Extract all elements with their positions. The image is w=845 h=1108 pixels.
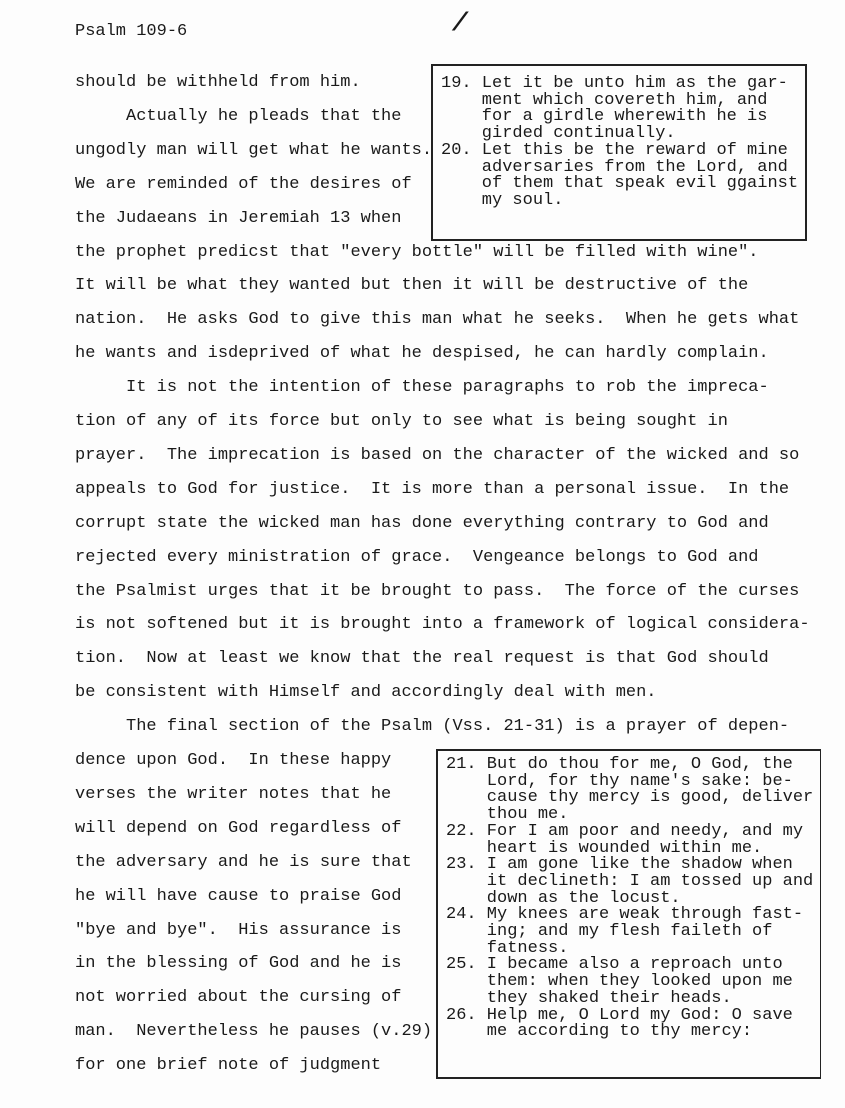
body-line: corrupt state the wicked man has done everything contrary to God and	[75, 513, 769, 533]
body-line: appeals to God for justice. It is more than a personal issue. In the	[75, 479, 790, 499]
body-line: It is not the intention of these paragraphs to rob the impreca-	[75, 378, 769, 398]
body-line: rejected every ministration of grace. Vengeance belongs to God and	[75, 547, 759, 567]
verse-line: for a girdle wherewith he is	[441, 107, 768, 127]
scripture-box-verses-19-20	[431, 64, 807, 241]
verse-line: 20. Let this be the reward of mine	[441, 140, 788, 160]
verse-line: they shaked their heads.	[446, 988, 732, 1008]
body-line: he wants and isdeprived of what he despised, he can hardly complain.	[75, 344, 769, 364]
verse-line: 26. Help me, O Lord my God: O save	[446, 1005, 793, 1025]
verse-line: 24. My knees are weak through fast-	[446, 905, 804, 925]
handwritten-mark: /	[452, 8, 468, 38]
body-line: be consistent with Himself and accordingly deal with men.	[75, 683, 657, 703]
body-line: the adversary and he is sure that	[75, 852, 412, 872]
verse-line: 25. I became also a reproach unto	[446, 955, 783, 975]
verse-line: of them that speak evil ggainst	[441, 174, 799, 194]
body-line: It will be what they wanted but then it will be destructive of the	[75, 276, 749, 296]
body-line: the Judaeans in Jeremiah 13 when	[75, 208, 402, 228]
verse-line: 23. I am gone like the shadow when	[446, 855, 793, 875]
body-line: ungodly man will get what he wants.	[75, 140, 433, 160]
scripture-box-verses-21-26	[436, 749, 821, 1079]
page-header: Psalm 109-6	[75, 22, 188, 41]
body-line: man. Nevertheless he pauses (v.29)	[75, 1022, 433, 1042]
body-line: in the blessing of God and he is	[75, 954, 402, 974]
body-line: Actually he pleads that the	[75, 106, 402, 126]
verse-line: girded continually.	[441, 124, 676, 144]
body-line: "bye and bye". His assurance is	[75, 920, 402, 940]
verse-line: ment which covereth him, and	[441, 90, 768, 110]
body-line: is not softened but it is brought into a framework of logical considera-	[75, 615, 810, 635]
verse-line: ing; and my flesh faileth of	[446, 922, 773, 941]
verse-line: down as the locust.	[446, 888, 681, 908]
verse-line: 22. For I am poor and needy, and my	[446, 821, 804, 841]
verse-line: cause thy mercy is good, deliver	[446, 788, 814, 808]
verse-line: my soul.	[441, 190, 564, 210]
body-line: prayer. The imprecation is based on the character of the wicked and so	[75, 445, 800, 465]
body-line: tion. Now at least we know that the real request is that God should	[75, 649, 769, 669]
body-line: the prophet predicst that "every bottle" will be filled with wine".	[75, 242, 759, 262]
body-line: We are reminded of the desires of	[75, 174, 412, 194]
verse-line: fatness.	[446, 938, 569, 958]
verse-line: them: when they looked upon me	[446, 972, 793, 992]
verse-line: me according to thy mercy:	[446, 1022, 753, 1042]
body-line: the Psalmist urges that it be brought to pass. The force of the curses	[75, 581, 800, 601]
body-line: nation. He asks God to give this man what he seeks. When he gets what	[75, 310, 800, 330]
body-line: for one brief note of judgment	[75, 1056, 382, 1076]
body-line: dence upon God. In these happy	[75, 751, 392, 770]
body-line: will depend on God regardless of	[75, 818, 402, 838]
body-line: The final section of the Psalm (Vss. 21-31) is a prayer of depen-	[75, 717, 790, 737]
verse-line: adversaries from the Lord, and	[441, 157, 788, 177]
verse-line: 19. Let it be unto him as the gar-	[441, 74, 788, 93]
body-line: he will have cause to praise God	[75, 886, 402, 906]
body-line: should be withheld from him.	[75, 73, 361, 92]
body-line: verses the writer notes that he	[75, 784, 392, 804]
body-line: tion of any of its force but only to see what is being sought in	[75, 412, 728, 431]
verse-line: thou me.	[446, 805, 569, 825]
verse-line: heart is wounded within me.	[446, 838, 763, 858]
verse-line: it declineth: I am tossed up and	[446, 871, 814, 891]
verse-line: Lord, for thy name's sake: be-	[446, 771, 793, 791]
body-line: not worried about the cursing of	[75, 988, 402, 1008]
verse-line: 21. But do thou for me, O God, the	[446, 755, 793, 774]
